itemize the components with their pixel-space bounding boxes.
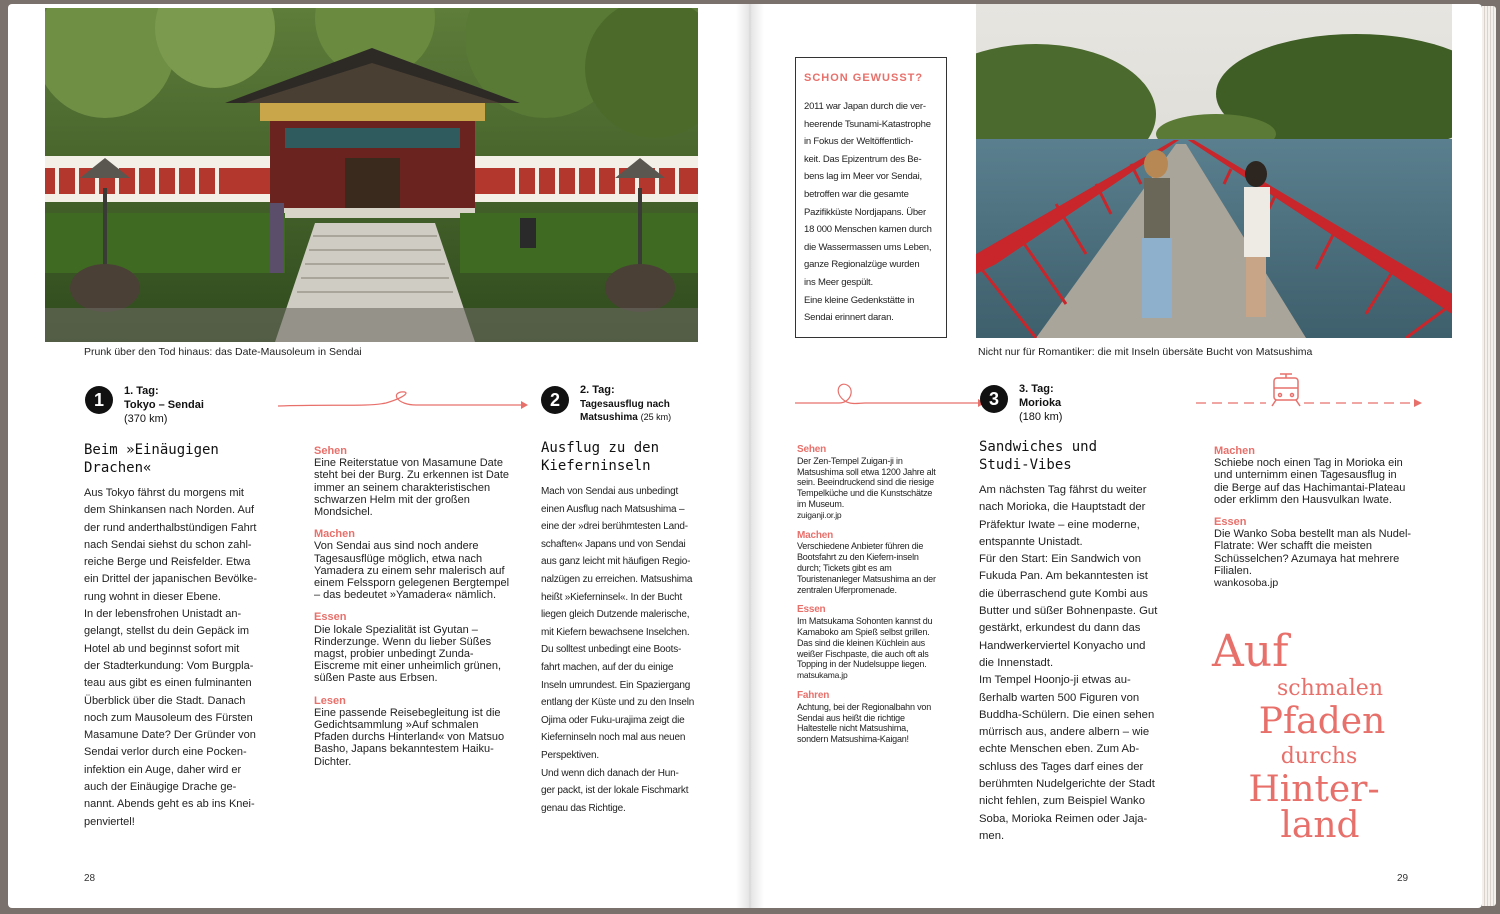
text-line: Sendai erinnert daran. bbox=[804, 312, 894, 324]
mausoleum-illustration bbox=[45, 8, 698, 342]
text-line: Masamune Date? Der Gründer von bbox=[84, 729, 256, 742]
text-line: rung wohnt in dieser Ebene. bbox=[84, 590, 221, 603]
page-number-right: 29 bbox=[1397, 873, 1409, 884]
text-line: ins Meer gespült. bbox=[804, 276, 873, 288]
decorative-title bbox=[1212, 626, 1412, 846]
tips-text-machen: Schiebe noch einen Tag in Morioka ein und unternimm einen Tagesausflug in die Berge auf das Hachimantai-Plateau oder erklimm den Hausvulkan Iwate. bbox=[1214, 457, 1406, 506]
info-box-title: SCHON GEWUSST? bbox=[804, 72, 924, 84]
text-line: schaften« Japans und von Sendai bbox=[541, 538, 686, 550]
tips-text-fahren: Achtung, bei der Regionalbahn von Sendai aus heißt die richtige Haltestelle nicht Matsushima, sondern Matsushima-Kaigan! bbox=[797, 701, 932, 745]
tips-label-machen: Machen bbox=[797, 529, 834, 541]
text-line: Du solltest unbedingt eine Boots- bbox=[541, 644, 682, 656]
day-1-badge: 1 bbox=[85, 386, 113, 414]
text-line: schluss des Tages darf eines der bbox=[979, 760, 1144, 773]
text-line: ger packt, ist der lokale Fischmarkt bbox=[541, 785, 689, 797]
train-icon bbox=[1272, 374, 1300, 406]
text-line: Und wenn dich danach der Hun- bbox=[541, 767, 679, 779]
article-2-heading-line-1: Ausflug zu den bbox=[541, 440, 660, 456]
tips-text-machen: Von Sendai aus sind noch andere Tagesausflüge möglich, etwa nach Yamadera zu einem sehr malerisch auf einem Felssporn gelegenen Bergtempel – das bedeutet »Yamadera« nämlich. bbox=[314, 540, 510, 602]
text-line: gestärkt, erkundest du dann das bbox=[979, 622, 1141, 635]
tips-label-sehen: Sehen bbox=[797, 444, 827, 455]
text-line: teau aus gibt es einen fulminanten bbox=[84, 677, 252, 690]
info-box bbox=[795, 57, 947, 338]
article-3-text bbox=[979, 482, 1179, 845]
day-2-route-place: Matsushima bbox=[580, 412, 638, 423]
article-2-text bbox=[541, 483, 711, 817]
article-3-heading-line-2: Studi-Vibes bbox=[979, 457, 1072, 473]
text-line: heißt »Kieferninsel«. In der Bucht bbox=[541, 591, 683, 603]
article-1-heading-line-1: Beim »Einäugigen bbox=[84, 442, 219, 458]
text-line: mit Kiefern bewachsene Inselchen. bbox=[541, 626, 690, 638]
text-line: genau das Richtige. bbox=[541, 802, 626, 814]
right-page bbox=[750, 4, 1482, 908]
bridge-photo bbox=[976, 4, 1452, 338]
text-line: Fukuda Pan. Am bekanntesten ist bbox=[979, 570, 1148, 583]
photo-caption-left: Prunk über den Tod hinaus: das Date-Mausoleum in Sendai bbox=[84, 346, 362, 358]
text-line: nach Morioka, die Hauptstadt der bbox=[979, 501, 1146, 514]
day-3-route: Morioka bbox=[1019, 397, 1062, 409]
text-line: auch der Einäugige Drache ge- bbox=[84, 781, 237, 794]
day-2-route: Tagesausflug nach bbox=[580, 398, 670, 410]
text-line: Überblick über die Stadt. Danach bbox=[84, 694, 246, 707]
left-page bbox=[8, 4, 750, 908]
text-line: Aus Tokyo fährst du morgens mit bbox=[84, 487, 244, 499]
tips-column-1 bbox=[314, 445, 510, 768]
day-2-distance: (25 km) bbox=[640, 412, 672, 422]
article-3-heading-line-1: Sandwiches und bbox=[979, 439, 1098, 455]
article-1-text bbox=[84, 485, 281, 831]
text-line: einen Ausflug nach Matsushima – bbox=[541, 503, 685, 515]
deco-line-4: durchs bbox=[1280, 744, 1358, 769]
tips-label-machen: Machen bbox=[1214, 445, 1255, 457]
text-line: Kieferninseln noch mal aus neuen bbox=[541, 732, 686, 744]
text-line: In der lebensfrohen Unistadt an- bbox=[84, 608, 242, 621]
bridge-illustration bbox=[976, 4, 1452, 338]
photo-caption-right: Nicht nur für Romantiker: die mit Inseln übersäte Bucht von Matsushima bbox=[978, 346, 1313, 358]
text-line: Im Tempel Hoonjo-ji etwas au- bbox=[979, 674, 1131, 687]
text-line: infektion ein Auge, daher wird er bbox=[84, 763, 242, 776]
day-2-info bbox=[580, 384, 671, 425]
tips-label-essen: Essen bbox=[314, 611, 347, 624]
mausoleum-photo bbox=[45, 8, 698, 342]
day-1-distance: (370 km) bbox=[124, 413, 168, 425]
text-line: Inseln umrundest. Ein Spaziergang bbox=[541, 679, 691, 691]
text-line: Präfektur Iwate – eine moderne, bbox=[979, 518, 1140, 531]
article-2-heading-line-2: Kieferninseln bbox=[541, 458, 651, 474]
text-line: ganze Regionalzüge wurden bbox=[804, 259, 920, 271]
route-arrow-1 bbox=[276, 389, 528, 419]
deco-line-6: land bbox=[1280, 805, 1360, 846]
text-line: liegen gleich Dutzende malerische, bbox=[541, 609, 690, 621]
text-line: reiche Berge und Reisfelder. Etwa bbox=[84, 556, 251, 569]
text-line: entlang der Küste und zu den Inseln bbox=[541, 697, 695, 709]
page-number-left: 28 bbox=[84, 873, 96, 884]
text-line: der Stadterkundung: Vom Burgpla- bbox=[84, 659, 254, 672]
tips-column-3 bbox=[1214, 445, 1414, 589]
tips-label-fahren: Fahren bbox=[797, 689, 830, 701]
day-1-route: Tokyo – Sendai bbox=[124, 399, 204, 411]
text-line: Am nächsten Tag fährst du weiter bbox=[979, 484, 1147, 496]
text-line: nannt. Abends geht es ab ins Knei- bbox=[84, 798, 255, 811]
text-line: die Wassermassen ums Leben, bbox=[804, 241, 932, 253]
tips-url-sehen[interactable]: zuiganji.or.jp bbox=[797, 509, 842, 520]
text-line: Hotel ab und beginnst sofort mit bbox=[84, 642, 240, 655]
day-1-label: 1. Tag: bbox=[124, 385, 159, 397]
tips-text-essen: Die Wanko Soba bestellt man als Nudel-Flatrate: Wer schafft die meisten Schüsselchen? Azumaya hat mehrere Filialen. bbox=[1214, 528, 1412, 577]
tips-text-lesen: Eine passende Reisebegleitung ist die Gedichtsammlung »Auf schmalen Pfaden durchs Hinterland« von Matsuo Basho, Japans bekanntestem Haiku-Dichter. bbox=[314, 706, 505, 768]
tips-text-sehen: Der Zen-Tempel Zuigan-ji in Matsushima soll etwa 1200 Jahre alt sein. Beeindruckend sind die riesige Tempelküche und die Kunstschätze im Museum. bbox=[797, 455, 936, 509]
page-edges bbox=[1482, 6, 1496, 906]
text-line: 2011 war Japan durch die ver- bbox=[804, 101, 926, 112]
tips-label-lesen: Lesen bbox=[314, 694, 346, 707]
text-line: ßerhalb warten 500 Figuren von bbox=[979, 691, 1140, 704]
text-line: Perspektiven. bbox=[541, 749, 599, 761]
tips-label-essen: Essen bbox=[1214, 516, 1247, 529]
article-2-heading bbox=[541, 439, 659, 475]
text-line: fahrt machen, auf der du einige bbox=[541, 661, 674, 673]
tips-url-essen[interactable]: wankosoba.jp bbox=[1214, 577, 1279, 590]
tips-column-2 bbox=[797, 445, 939, 745]
text-line: dem Shinkansen nach Norden. Auf bbox=[84, 504, 255, 517]
text-line: nach Sendai siehst du schon zahl- bbox=[84, 538, 252, 551]
text-line: echte Menschen eben. Zum Ab- bbox=[979, 743, 1140, 756]
text-line: nalzügen zu erreichen. Matsushima bbox=[541, 573, 693, 585]
text-line: Butter und süßer Bohnenpaste. Gut bbox=[979, 605, 1158, 618]
article-1-heading bbox=[84, 441, 219, 477]
text-line: Pazifikküste Nordjapans. Über bbox=[804, 206, 926, 218]
text-line: Mach von Sendai aus unbedingt bbox=[541, 486, 679, 497]
text-line: Eine kleine Gedenkstätte in bbox=[804, 294, 915, 306]
article-3-heading bbox=[979, 438, 1097, 474]
deco-line-2: schmalen bbox=[1277, 676, 1383, 701]
book-gutter bbox=[736, 4, 764, 908]
tips-text-essen: Im Matsukama Sohonten kannst du Kamaboko am Spieß selbst grillen. Das sind die kleinen Küchlein aus weißer Fischpaste, die auch oft als Topping in der Nudelsuppe liegen. bbox=[797, 616, 933, 670]
text-line: men. bbox=[979, 829, 1005, 842]
deco-line-1: Auf bbox=[1212, 626, 1289, 677]
text-line: Sendai verlor durch eine Pocken- bbox=[84, 746, 247, 759]
text-line: die Innenstadt. bbox=[979, 656, 1054, 669]
text-line: Soba, Morioka Reimen oder Jaja- bbox=[979, 812, 1148, 825]
text-line: heerende Tsunami-Katastrophe bbox=[804, 118, 931, 130]
day-3-label: 3. Tag: bbox=[1019, 383, 1054, 395]
tips-url-essen[interactable]: matsukama.jp bbox=[797, 670, 848, 681]
text-line: penviertel! bbox=[84, 815, 135, 828]
day-2-badge: 2 bbox=[541, 386, 569, 414]
day-3-distance: (180 km) bbox=[1019, 411, 1063, 423]
tips-label-essen: Essen bbox=[797, 604, 826, 616]
train-route-arrow bbox=[1196, 372, 1422, 408]
tips-text-essen: Die lokale Spezialität ist Gyutan – Rinderzunge. Wenn du lieber Süßes magst, probier unbedingt Zunda-Eiscreme mit einer unheimlich grünen, süßen Paste aus Erbsen. bbox=[314, 623, 502, 685]
tips-label-sehen: Sehen bbox=[314, 445, 348, 457]
text-line: entspannte Unistadt. bbox=[979, 535, 1083, 548]
text-line: Ojima oder Fuku-urajima zeigt die bbox=[541, 714, 685, 726]
route-arrow-2 bbox=[795, 379, 985, 409]
deco-line-3: Pfaden bbox=[1258, 701, 1386, 742]
text-line: bens lag im Meer vor Sendai, bbox=[804, 171, 922, 183]
text-line: mürrisch aus, andere albern – wie bbox=[979, 726, 1150, 739]
day-1-info bbox=[124, 384, 204, 426]
text-line: ein Drittel der japanischen Bevölke- bbox=[84, 573, 258, 586]
text-line: die überraschend gute Kombi aus bbox=[979, 587, 1148, 600]
day-3-info bbox=[1019, 382, 1062, 424]
text-line: gelangt, stellst du dein Gepäck im bbox=[84, 625, 250, 638]
day-2-label: 2. Tag: bbox=[580, 384, 615, 396]
text-line: nicht fehlen, zum Beispiel Wanko bbox=[979, 795, 1145, 808]
tips-text-machen: Verschiedene Anbieter führen die Bootsfahrt zu den Kiefern-inseln durch; Tickets gibt es am Touristenanleger Matsushima an der zentralen Uferpromenade. bbox=[797, 541, 936, 595]
deco-line-5: Hinter- bbox=[1248, 769, 1380, 810]
tips-label-machen: Machen bbox=[314, 528, 355, 541]
day-3-badge: 3 bbox=[980, 385, 1008, 413]
text-line: aus ganz leicht mit häufigen Regio- bbox=[541, 556, 691, 568]
text-line: Handwerkerviertel Konyacho und bbox=[979, 639, 1146, 652]
text-line: in Fokus der Weltöffentlich- bbox=[804, 136, 914, 148]
text-line: keit. Das Epizentrum des Be- bbox=[804, 153, 922, 165]
text-line: berühmten Nudelgerichte der Stadt bbox=[979, 778, 1155, 791]
tips-text-sehen: Eine Reiterstatue von Masamune Date steht bei der Burg. Zu erkennen ist Date immer an seinem charakteristischen schwarzen Helm mit der großen Mondsichel. bbox=[314, 457, 510, 519]
text-line: eine der »drei berühmtesten Land- bbox=[541, 521, 688, 533]
text-line: noch zum Mausoleum des Fürsten bbox=[84, 711, 253, 724]
text-line: 18 000 Menschen kamen durch bbox=[804, 224, 932, 236]
info-box-text bbox=[804, 98, 940, 327]
text-line: Für den Start: Ein Sandwich von bbox=[979, 553, 1142, 566]
article-1-heading-line-2: Drachen« bbox=[84, 460, 152, 476]
text-line: Buddha-Schülern. Die einen sehen bbox=[979, 708, 1155, 721]
text-line: der rund anderthalbstündigen Fahrt bbox=[84, 521, 257, 534]
text-line: betroffen war die gesamte bbox=[804, 188, 909, 200]
